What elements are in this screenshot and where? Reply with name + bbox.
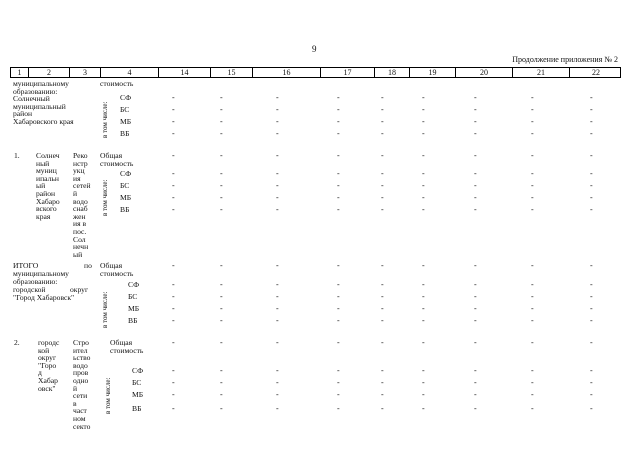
empty-value-dash: - [531,280,534,289]
empty-value-dash: - [172,390,175,399]
empty-value-dash: - [590,93,593,102]
block4-source-bs: БС [132,378,142,387]
empty-value-dash: - [337,338,340,347]
empty-value-dash: - [474,205,477,214]
empty-value-dash: - [422,338,425,347]
empty-value-dash: - [220,117,223,126]
empty-value-dash: - [531,304,534,313]
empty-value-dash: - [474,181,477,190]
empty-value-dash: - [474,93,477,102]
empty-value-dash: - [381,181,384,190]
empty-value-dash: - [531,129,534,138]
empty-value-dash: - [276,404,279,413]
empty-value-dash: - [276,93,279,102]
empty-value-dash: - [422,129,425,138]
block3-including-label: в том числе: [101,291,109,328]
col-header-1: 1 [11,68,29,77]
empty-value-dash: - [337,169,340,178]
empty-value-dash: - [474,105,477,114]
empty-value-dash: - [590,129,593,138]
empty-value-dash: - [531,117,534,126]
empty-value-dash: - [474,292,477,301]
empty-value-dash: - [381,117,384,126]
empty-value-dash: - [422,117,425,126]
empty-value-dash: - [276,338,279,347]
col-header-17: 17 [321,68,375,77]
empty-value-dash: - [220,93,223,102]
block1-source-mb: МБ [120,117,132,126]
block1-cost-label: стоимость [100,79,134,88]
block4-source-sf: СФ [132,366,144,375]
empty-value-dash: - [590,261,593,270]
block3-total-po: по [84,261,92,270]
empty-value-dash: - [220,378,223,387]
empty-value-dash: - [531,169,534,178]
empty-value-dash: - [531,316,534,325]
empty-value-dash: - [474,404,477,413]
empty-value-dash: - [276,117,279,126]
empty-value-dash: - [276,205,279,214]
empty-value-dash: - [172,193,175,202]
empty-value-dash: - [172,338,175,347]
empty-value-dash: - [337,390,340,399]
empty-value-dash: - [381,304,384,313]
empty-value-dash: - [531,292,534,301]
col-header-3: 3 [70,68,101,77]
empty-value-dash: - [276,193,279,202]
empty-value-dash: - [590,169,593,178]
empty-value-dash: - [220,261,223,270]
empty-value-dash: - [337,378,340,387]
empty-value-dash: - [172,316,175,325]
block1-source-sf: СФ [120,93,132,102]
block2-source-sf: СФ [120,169,132,178]
empty-value-dash: - [172,261,175,270]
block4-source-mb: МБ [132,390,144,399]
empty-value-dash: - [422,261,425,270]
col-header-14: 14 [159,68,211,77]
empty-value-dash: - [172,280,175,289]
empty-value-dash: - [381,404,384,413]
empty-value-dash: - [276,261,279,270]
empty-value-dash: - [381,105,384,114]
empty-value-dash: - [220,292,223,301]
block3-okrug-word: округ [70,285,89,294]
block3-municipality-name: муниципальному образованию: [13,269,69,286]
empty-value-dash: - [337,280,340,289]
empty-value-dash: - [422,105,425,114]
empty-value-dash: - [531,390,534,399]
empty-value-dash: - [531,261,534,270]
empty-value-dash: - [172,404,175,413]
empty-value-dash: - [220,205,223,214]
block3-source-mb: МБ [128,304,140,313]
empty-value-dash: - [220,366,223,375]
block2-source-bs: БС [120,181,130,190]
empty-value-dash: - [474,338,477,347]
block2-measure-description: Реко нстр укц ия сетей й водо снаб жен ия в пос. Сол нечн ый [73,151,91,259]
empty-value-dash: - [276,316,279,325]
block1-municipality-name: муниципальному образованию: Солнечный муниципальный район Хабаровского края [13,79,74,126]
empty-value-dash: - [590,366,593,375]
empty-value-dash: - [531,93,534,102]
empty-value-dash: - [381,366,384,375]
empty-value-dash: - [337,304,340,313]
block3-total-cost-label: Общая стоимость [100,261,134,278]
empty-value-dash: - [531,404,534,413]
col-header-21: 21 [513,68,570,77]
empty-value-dash: - [531,338,534,347]
empty-value-dash: - [531,378,534,387]
empty-value-dash: - [381,193,384,202]
empty-value-dash: - [422,205,425,214]
block2-source-vb: ВБ [120,205,130,214]
block3-total-label: ИТОГО [13,261,39,270]
empty-value-dash: - [172,181,175,190]
empty-value-dash: - [422,151,425,160]
empty-value-dash: - [531,105,534,114]
empty-value-dash: - [337,404,340,413]
col-header-20: 20 [456,68,513,77]
block4-including-label: в том числе: [104,377,112,414]
empty-value-dash: - [422,292,425,301]
col-header-4: 4 [101,68,159,77]
empty-value-dash: - [590,378,593,387]
block1-including-label: в том числе: [101,101,109,138]
empty-value-dash: - [590,181,593,190]
empty-value-dash: - [590,390,593,399]
page-number: 9 [312,44,317,54]
empty-value-dash: - [422,93,425,102]
empty-value-dash: - [172,117,175,126]
empty-value-dash: - [337,93,340,102]
col-header-22: 22 [592,68,600,77]
empty-value-dash: - [220,151,223,160]
empty-value-dash: - [172,129,175,138]
block1-source-vb: ВБ [120,129,130,138]
empty-value-dash: - [172,93,175,102]
block2-source-mb: МБ [120,193,132,202]
empty-value-dash: - [590,404,593,413]
empty-value-dash: - [276,366,279,375]
empty-value-dash: - [590,205,593,214]
empty-value-dash: - [220,390,223,399]
block4-source-vb: ВБ [132,404,142,413]
block1-source-bs: БС [120,105,130,114]
empty-value-dash: - [172,205,175,214]
block4-measure-description: Стро ител ьство водо пров одно й сети в част ном секто [73,338,91,431]
empty-value-dash: - [474,280,477,289]
empty-value-dash: - [474,378,477,387]
empty-value-dash: - [220,304,223,313]
empty-value-dash: - [422,280,425,289]
block2-row-number: 1. [14,151,20,160]
empty-value-dash: - [276,378,279,387]
empty-value-dash: - [422,169,425,178]
empty-value-dash: - [531,151,534,160]
empty-value-dash: - [276,151,279,160]
block4-municipality: городс кой округ "Горо д Хабар овск" [38,338,60,393]
empty-value-dash: - [337,316,340,325]
empty-value-dash: - [276,304,279,313]
col-header-18: 18 [375,68,410,77]
empty-value-dash: - [172,378,175,387]
empty-value-dash: - [590,280,593,289]
empty-value-dash: - [276,129,279,138]
empty-value-dash: - [172,292,175,301]
empty-value-dash: - [276,292,279,301]
block2-municipality: Солнеч ный муниц ипальн ый район Хабаро вского края [36,151,60,221]
col-header-2: 2 [29,68,70,77]
empty-value-dash: - [381,93,384,102]
empty-value-dash: - [422,181,425,190]
empty-value-dash: - [590,151,593,160]
empty-value-dash: - [276,390,279,399]
empty-value-dash: - [172,304,175,313]
empty-value-dash: - [381,390,384,399]
empty-value-dash: - [337,105,340,114]
empty-value-dash: - [381,280,384,289]
empty-value-dash: - [220,316,223,325]
empty-value-dash: - [276,169,279,178]
empty-value-dash: - [590,304,593,313]
empty-value-dash: - [172,366,175,375]
block3-source-vb: ВБ [128,316,138,325]
block3-city-district-word: городской [13,285,46,294]
empty-value-dash: - [422,378,425,387]
empty-value-dash: - [337,366,340,375]
empty-value-dash: - [474,366,477,375]
empty-value-dash: - [474,261,477,270]
table-header-row [10,67,621,78]
block2-including-label: в том числе: [101,179,109,216]
empty-value-dash: - [220,338,223,347]
block3-source-sf: СФ [128,280,140,289]
empty-value-dash: - [220,280,223,289]
empty-value-dash: - [276,181,279,190]
empty-value-dash: - [337,261,340,270]
empty-value-dash: - [422,193,425,202]
block3-city-name: "Город Хабаровск" [13,293,75,302]
empty-value-dash: - [590,338,593,347]
empty-value-dash: - [381,169,384,178]
empty-value-dash: - [531,205,534,214]
appendix-continuation-label: Продолжение приложения № 2 [512,55,618,64]
empty-value-dash: - [531,193,534,202]
empty-value-dash: - [337,205,340,214]
empty-value-dash: - [474,193,477,202]
empty-value-dash: - [220,181,223,190]
empty-value-dash: - [172,151,175,160]
empty-value-dash: - [474,117,477,126]
empty-value-dash: - [337,193,340,202]
empty-value-dash: - [220,129,223,138]
empty-value-dash: - [381,316,384,325]
empty-value-dash: - [381,378,384,387]
empty-value-dash: - [531,366,534,375]
empty-value-dash: - [474,390,477,399]
empty-value-dash: - [337,117,340,126]
empty-value-dash: - [590,292,593,301]
empty-value-dash: - [474,151,477,160]
empty-value-dash: - [220,105,223,114]
block4-row-number: 2. [14,338,20,347]
empty-value-dash: - [422,390,425,399]
empty-value-dash: - [590,117,593,126]
empty-value-dash: - [276,105,279,114]
empty-value-dash: - [381,129,384,138]
col-header-19: 19 [410,68,456,77]
empty-value-dash: - [337,129,340,138]
empty-value-dash: - [531,181,534,190]
empty-value-dash: - [474,316,477,325]
empty-value-dash: - [422,316,425,325]
empty-value-dash: - [381,205,384,214]
empty-value-dash: - [220,404,223,413]
empty-value-dash: - [276,280,279,289]
empty-value-dash: - [590,105,593,114]
empty-value-dash: - [220,193,223,202]
empty-value-dash: - [590,193,593,202]
empty-value-dash: - [474,169,477,178]
empty-value-dash: - [381,261,384,270]
empty-value-dash: - [337,151,340,160]
empty-value-dash: - [422,366,425,375]
empty-value-dash: - [337,292,340,301]
empty-value-dash: - [220,169,223,178]
empty-value-dash: - [381,338,384,347]
col-header-16: 16 [253,68,321,77]
block4-total-cost-label: Общая стоимость [110,338,144,355]
empty-value-dash: - [337,181,340,190]
block2-total-cost-label: Общая стоимость [100,151,134,168]
empty-value-dash: - [172,105,175,114]
col-header-15: 15 [211,68,253,77]
empty-value-dash: - [422,404,425,413]
empty-value-dash: - [590,316,593,325]
empty-value-dash: - [422,304,425,313]
empty-value-dash: - [474,129,477,138]
empty-value-dash: - [381,151,384,160]
empty-value-dash: - [474,304,477,313]
block3-source-bs: БС [128,292,138,301]
empty-value-dash: - [172,169,175,178]
empty-value-dash: - [381,292,384,301]
